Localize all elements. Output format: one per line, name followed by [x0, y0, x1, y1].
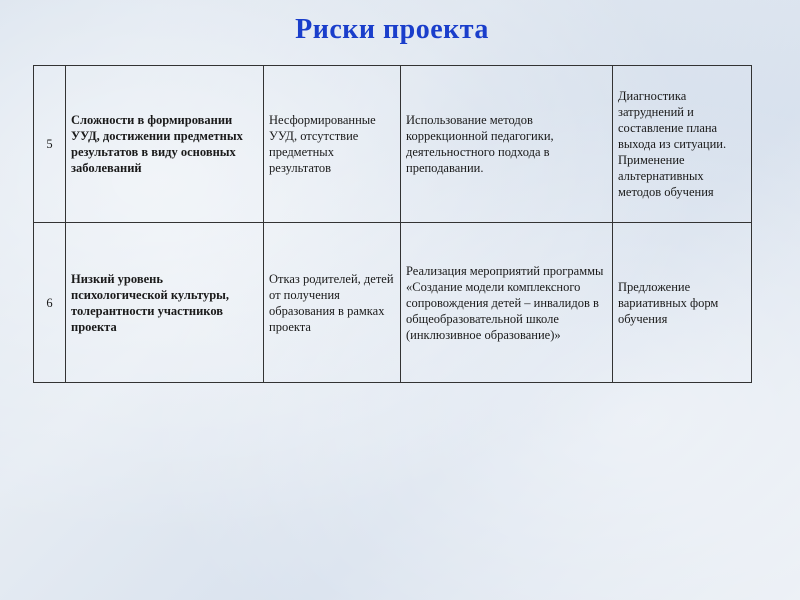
actions-cell: Диагностика затруднений и составление плана выхода из ситуации. Применение альтернативных методов обучения: [613, 66, 752, 223]
consequence-cell: Отказ родителей, детей от получения образования в рамках проекта: [264, 223, 401, 383]
measures-cell: Использование методов коррекционной педагогики, деятельностного подхода в преподавании.: [401, 66, 613, 223]
consequence-cell: Несформированные УУД, отсутствие предметных результатов: [264, 66, 401, 223]
row-number-cell: 5: [34, 66, 66, 223]
actions-cell: Предложение вариативных форм обучения: [613, 223, 752, 383]
slide-title: Риски проекта: [295, 14, 489, 45]
table-row: [34, 66, 752, 223]
risk-cell: Низкий уровень психологической культуры, толерантности участников проекта: [66, 223, 264, 383]
risk-table: [33, 65, 752, 383]
measures-cell: Реализация мероприятий программы «Создание модели комплексного сопровождения детей – инвалидов в общеобразовательной школе (инклюзивное образование)»: [401, 223, 613, 383]
table-row: [34, 223, 752, 383]
risk-cell: Сложности в формировании УУД, достижении предметных результатов в виду основных заболеваний: [66, 66, 264, 223]
row-number-cell: 6: [34, 223, 66, 383]
